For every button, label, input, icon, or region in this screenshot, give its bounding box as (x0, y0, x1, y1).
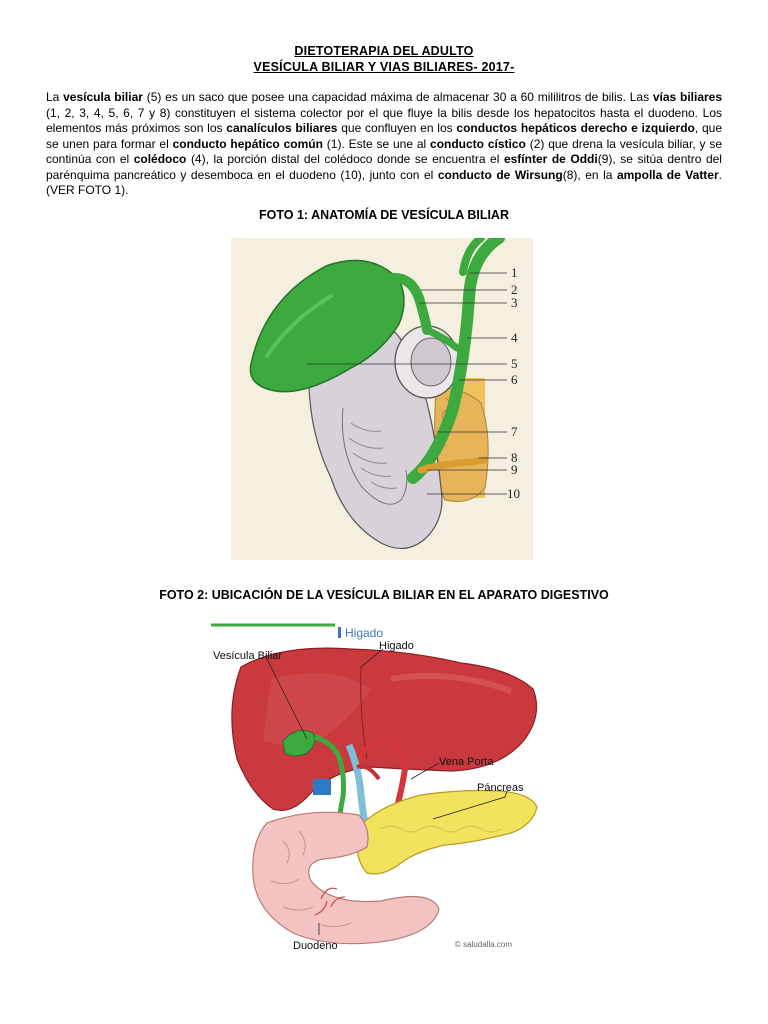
foto1-number-3: 3 (511, 295, 518, 310)
paragraph-term: conducto hepático común (172, 136, 323, 151)
caption-foto1: FOTO 1: ANATOMÍA DE VESÍCULA BILIAR (258, 208, 509, 222)
paragraph-term: vesícula biliar (63, 90, 143, 104)
foto1-number-2: 2 (511, 282, 518, 297)
paragraph-text: (2) que drena la vesícula biliar, y se continúa con el (46, 136, 722, 166)
paragraph-text: , que se unen para formar el (46, 121, 723, 151)
paragraph-term: conducto de Wirsung (437, 167, 563, 182)
foto1-number-9: 9 (511, 462, 518, 477)
label-vena-porta: Vena Porta (439, 756, 494, 768)
paragraph-term: conductos hepáticos derecho e izquierdo (456, 121, 695, 135)
label-vesicula-biliar: Vesícula Biliar (213, 650, 283, 662)
paragraph-text: que confluyen en los (337, 121, 457, 135)
doc-title-line1: DIETOTERAPIA DEL ADULTO (294, 44, 474, 58)
paragraph-text: (4), la porción distal del colédoco donde se encuentra el (186, 152, 504, 166)
paragraph-text: (1, 2, 3, 4, 5, 6, 7 y 8) constituyen el sistema colector por el que fluye la bilis desde los hepatocitos hasta el duodeno. Los elementos más próximos son los (46, 105, 722, 135)
label-pancreas: Páncreas (477, 782, 524, 794)
paragraph-text: . (VER FOTO 1). (46, 167, 722, 197)
foto1-number-6: 6 (511, 372, 518, 387)
intro-paragraph (46, 90, 722, 199)
paragraph-text: (5) es un saco que posee una capacidad máxima de almacenar 30 a 60 mililitros de bilis. Las (142, 90, 653, 104)
paragraph-text: La (46, 90, 64, 104)
paragraph-term: ampolla de Vatter (616, 167, 719, 182)
paragraph-term: canalículos biliares (226, 121, 338, 135)
paragraph-term: vías biliares (652, 90, 723, 104)
paragraph-text: (1). Este se une al (322, 136, 431, 151)
foto1-number-7: 7 (511, 424, 518, 439)
foto2-digestive-location (211, 619, 552, 959)
foto1-number-8: 8 (511, 450, 518, 465)
higado-header: Higado (345, 626, 384, 640)
label-duodeno: Duodeno (293, 940, 338, 952)
paragraph-term: conducto cístico (430, 136, 526, 151)
higado-header-marker (338, 627, 341, 638)
foto1-number-5: 5 (511, 356, 518, 371)
credit-saludalla: © saludalla.com (455, 940, 513, 949)
caption-foto2: FOTO 2: UBICACIÓN DE LA VESÍCULA BILIAR EN EL APARATO DIGESTIVO (159, 588, 609, 602)
foto1-gallbladder-anatomy (231, 238, 533, 560)
paragraph-text: (9), se sitúa dentro del parénquima pancreático y desemboca en el duodeno (10), junto con el (46, 152, 722, 182)
doc-title-line2: VESÍCULA BILIAR Y VIAS BILIARES- 2017- (253, 60, 515, 74)
foto1-number-10: 10 (507, 486, 520, 501)
paragraph-text: (8), en la (562, 167, 617, 182)
paragraph-term: colédoco (133, 152, 187, 166)
foto1-number-1: 1 (511, 265, 518, 280)
paragraph-term: esfínter de Oddi (503, 152, 598, 166)
foto1-number-4: 4 (511, 330, 518, 345)
label-higado: Higado (379, 640, 414, 652)
